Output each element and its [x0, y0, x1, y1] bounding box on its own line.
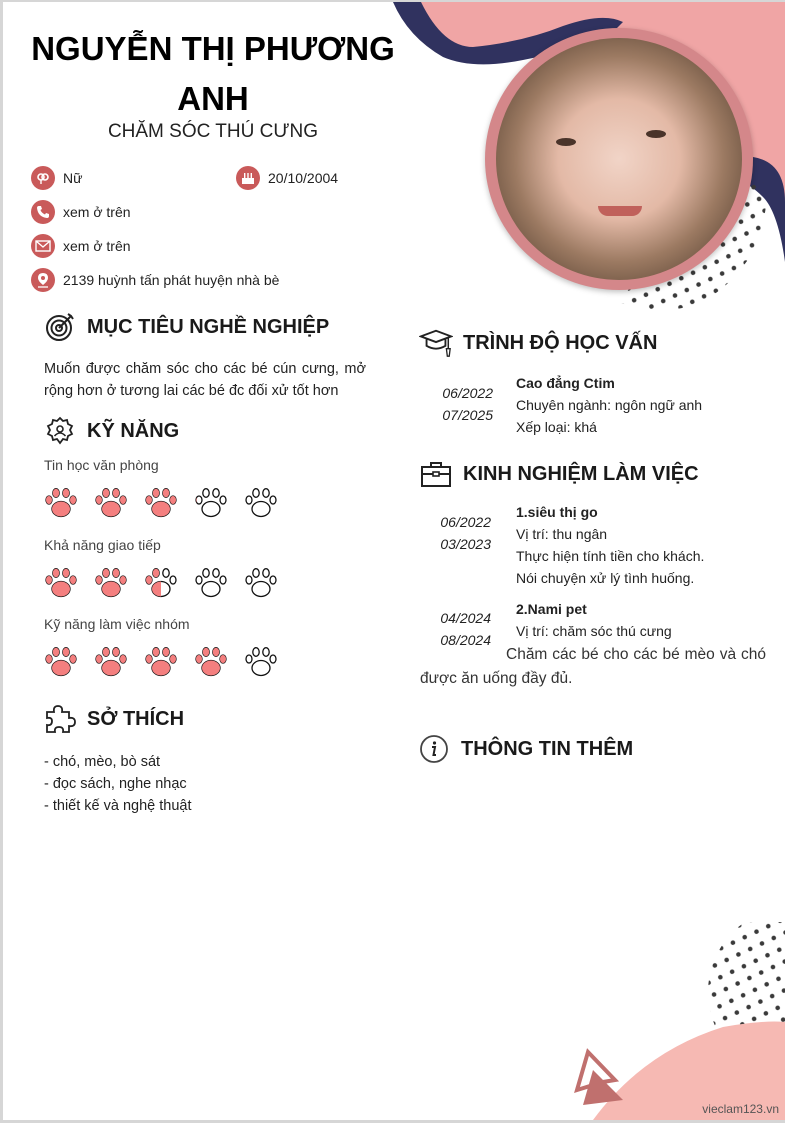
paw-rating-icon	[243, 485, 279, 519]
birthday-cake-icon	[236, 166, 260, 190]
duty-line: Thực hiện tính tiền cho khách.	[516, 548, 705, 564]
section-title-hobbies: SỞ THÍCH	[43, 702, 184, 736]
job-title: CHĂM SÓC THÚ CƯNG	[107, 121, 319, 142]
paw-rating-icon	[243, 565, 279, 599]
education-dates: 06/2022 07/2025	[442, 385, 493, 423]
section-title-additional: THÔNG TIN THÊM	[417, 732, 633, 766]
paw-rating-icon	[43, 644, 79, 678]
education-item	[516, 372, 702, 438]
objective-text: Muốn được chăm sóc cho các bé cún cưng, mở rộng hơn ở tương lai các bé đc đối xử tốt hơn	[44, 361, 366, 399]
info-birthday: 20/10/2004	[236, 166, 338, 190]
experience-dates: 06/2022 03/2023	[440, 514, 491, 552]
paw-rating-icon	[43, 485, 79, 519]
skill-rating	[43, 644, 279, 678]
skill-label: Kỹ năng làm việc nhóm	[44, 616, 190, 632]
skill-rating	[43, 485, 279, 519]
profile-photo	[485, 28, 753, 290]
hobbies-list	[44, 751, 192, 817]
info-email: xem ở trên	[31, 234, 131, 258]
school-name: Cao đẳng Ctim	[516, 375, 615, 391]
info-gender: Nữ	[31, 166, 82, 190]
gear-user-icon	[43, 414, 77, 448]
watermark: vieclam123.vn	[702, 1102, 779, 1116]
hobby-item: - chó, mèo, bò sát	[44, 754, 161, 770]
puzzle-icon	[43, 702, 77, 736]
briefcase-icon	[419, 457, 453, 491]
duty-line: Nói chuyện xử lý tình huống.	[516, 570, 695, 586]
company-name: 1.siêu thị go	[516, 504, 598, 520]
hobby-item: - đọc sách, nghe nhạc	[44, 776, 187, 792]
position: Vị trí: thu ngân	[516, 526, 608, 542]
email-icon	[31, 234, 55, 258]
paw-rating-icon	[193, 485, 229, 519]
grade: Xếp loại: khá	[516, 419, 597, 435]
skill-rating	[43, 565, 279, 599]
experience-dates: 04/2024 08/2024	[440, 610, 491, 648]
gender-icon	[31, 166, 55, 190]
paw-rating-icon	[143, 644, 179, 678]
skill-label: Tin học văn phòng	[44, 457, 159, 473]
info-phone: xem ở trên	[31, 200, 131, 224]
paw-rating-icon	[193, 644, 229, 678]
section-title-education: TRÌNH ĐỘ HỌC VẤN	[419, 326, 657, 360]
paw-rating-icon	[93, 565, 129, 599]
section-title-objective: MỤC TIÊU NGHỀ NGHIỆP	[43, 310, 329, 344]
paw-rating-icon	[143, 485, 179, 519]
phone-icon	[31, 200, 55, 224]
section-title-experience: KINH NGHIỆM LÀM VIỆC	[419, 457, 699, 491]
company-name: 2.Nami pet	[516, 601, 587, 617]
paw-rating-icon	[143, 565, 179, 599]
paw-rating-icon	[43, 565, 79, 599]
location-pin-icon	[31, 268, 55, 292]
experience-description: Chăm các bé cho các bé mèo và chó được ăn uống đầy đủ.	[420, 646, 766, 687]
paw-rating-icon	[193, 565, 229, 599]
paw-rating-icon	[93, 644, 129, 678]
experience-item	[516, 598, 672, 642]
section-title-skills: KỸ NĂNG	[43, 414, 179, 448]
graduation-cap-icon	[419, 326, 453, 360]
paw-rating-icon	[243, 644, 279, 678]
skill-label: Khả năng giao tiếp	[44, 537, 161, 553]
major: Chuyên ngành: ngôn ngữ anh	[516, 397, 703, 413]
hobby-item: - thiết kế và nghệ thuật	[44, 798, 192, 814]
cv-page	[3, 2, 785, 1120]
position: Vị trí: chăm sóc thú cưng	[516, 623, 672, 639]
experience-item	[516, 501, 704, 589]
paw-rating-icon	[93, 485, 129, 519]
target-icon	[43, 310, 77, 344]
candidate-name: NGUYỄN THỊ PHƯƠNG ANH	[31, 30, 395, 117]
info-address: 2139 huỳnh tấn phát huyện nhà bè	[31, 268, 279, 292]
info-icon	[417, 732, 451, 766]
